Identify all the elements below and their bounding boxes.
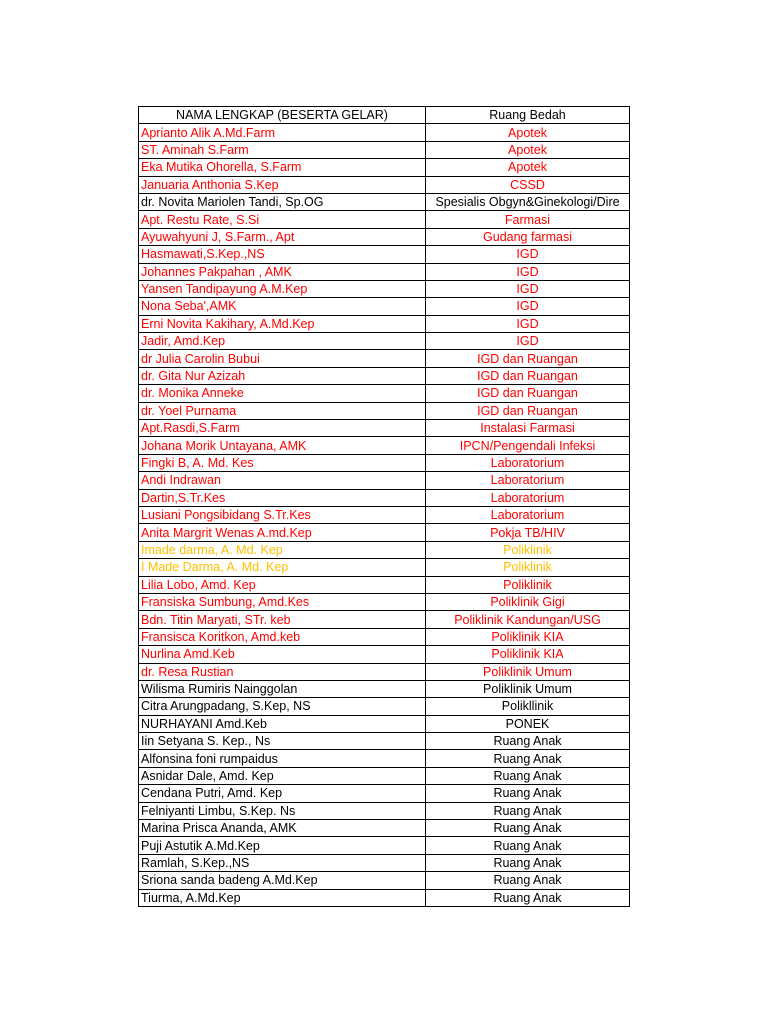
staff-name-cell: Eka Mutika Ohorella, S.Farm (139, 159, 426, 176)
unit-cell: Apotek (426, 159, 630, 176)
table-row (139, 420, 630, 437)
unit-cell: Ruang Anak (426, 854, 630, 871)
staff-name-cell: Fransisca Koritkon, Amd.keb (139, 628, 426, 645)
unit-cell: IGD dan Ruangan (426, 350, 630, 367)
table-row (139, 646, 630, 663)
staff-name-cell: Lilia Lobo, Amd. Kep (139, 576, 426, 593)
table-row (139, 524, 630, 541)
table-row (139, 124, 630, 141)
table-row (139, 593, 630, 610)
header-unit-column: Ruang Bedah (426, 107, 630, 124)
unit-cell: IGD dan Ruangan (426, 402, 630, 419)
unit-cell: Farmasi (426, 211, 630, 228)
table-row (139, 472, 630, 489)
staff-name-cell: Nona Seba',AMK (139, 298, 426, 315)
staff-name-cell: dr. Monika Anneke (139, 385, 426, 402)
staff-name-cell: Hasmawati,S.Kep.,NS (139, 246, 426, 263)
unit-cell: Laboratorium (426, 472, 630, 489)
staff-name-cell: dr Julia Carolin Bubui (139, 350, 426, 367)
table-row (139, 750, 630, 767)
table-row (139, 837, 630, 854)
table-row (139, 663, 630, 680)
unit-cell: Poliklinik Umum (426, 680, 630, 697)
staff-name-cell: Erni Novita Kakihary, A.Md.Kep (139, 315, 426, 332)
table-row (139, 333, 630, 350)
staff-name-cell: Johannes Pakpahan , AMK (139, 263, 426, 280)
table-row (139, 367, 630, 384)
unit-cell: Ruang Anak (426, 889, 630, 906)
unit-cell: Gudang farmasi (426, 228, 630, 245)
unit-cell: Poliklinik (426, 559, 630, 576)
unit-cell: Ruang Anak (426, 820, 630, 837)
staff-table (138, 106, 630, 907)
unit-cell: IGD dan Ruangan (426, 367, 630, 384)
table-row (139, 402, 630, 419)
staff-name-cell: Januaria Anthonia S.Kep (139, 176, 426, 193)
unit-cell: IGD (426, 246, 630, 263)
staff-name-cell: dr. Resa Rustian (139, 663, 426, 680)
table-row (139, 350, 630, 367)
unit-cell: Ruang Anak (426, 767, 630, 784)
table-row (139, 228, 630, 245)
unit-cell: Laboratorium (426, 506, 630, 523)
unit-cell: IGD (426, 263, 630, 280)
staff-name-cell: Yansen Tandipayung A.M.Kep (139, 280, 426, 297)
table-row (139, 263, 630, 280)
unit-cell: Laboratorium (426, 454, 630, 471)
unit-cell: Ruang Anak (426, 837, 630, 854)
table-row (139, 176, 630, 193)
staff-name-cell: Apt. Restu Rate, S.Si (139, 211, 426, 228)
unit-cell: Poliklinik (426, 541, 630, 558)
table-row (139, 802, 630, 819)
table-row (139, 576, 630, 593)
table-row (139, 506, 630, 523)
unit-cell: Poliklinik Gigi (426, 593, 630, 610)
unit-cell: Apotek (426, 124, 630, 141)
table-row (139, 854, 630, 871)
staff-name-cell: Nurlina Amd.Keb (139, 646, 426, 663)
table-row (139, 820, 630, 837)
staff-name-cell: Ayuwahyuni J, S.Farm., Apt (139, 228, 426, 245)
staff-name-cell: Jadir, Amd.Kep (139, 333, 426, 350)
unit-cell: IPCN/Pengendali Infeksi (426, 437, 630, 454)
staff-name-cell: Sriona sanda badeng A.Md.Kep (139, 872, 426, 889)
table-row (139, 141, 630, 158)
table-body (139, 124, 630, 907)
staff-name-cell: Wilisma Rumiris Nainggolan (139, 680, 426, 697)
staff-name-cell: dr. Yoel Purnama (139, 402, 426, 419)
unit-cell: CSSD (426, 176, 630, 193)
staff-name-cell: I Made Darma, A. Md. Kep (139, 559, 426, 576)
table-row (139, 872, 630, 889)
staff-name-cell: Asnidar Dale, Amd. Kep (139, 767, 426, 784)
unit-cell: Poliklinik KIA (426, 646, 630, 663)
unit-cell: Ruang Anak (426, 750, 630, 767)
staff-name-cell: NURHAYANI Amd.Keb (139, 715, 426, 732)
table-row (139, 437, 630, 454)
table-row (139, 246, 630, 263)
unit-cell: Apotek (426, 141, 630, 158)
staff-name-cell: Bdn. Titin Maryati, STr. keb (139, 611, 426, 628)
unit-cell: Pokja TB/HIV (426, 524, 630, 541)
staff-name-cell: Aprianto Alik A.Md.Farm (139, 124, 426, 141)
unit-cell: IGD dan Ruangan (426, 385, 630, 402)
table-row (139, 680, 630, 697)
unit-cell: IGD (426, 298, 630, 315)
table-row (139, 628, 630, 645)
table-row (139, 733, 630, 750)
staff-name-cell: Fransiska Sumbung, Amd.Kes (139, 593, 426, 610)
table-row (139, 489, 630, 506)
table-row (139, 159, 630, 176)
staff-name-cell: Alfonsina foni rumpaidus (139, 750, 426, 767)
unit-cell: Poliklinik (426, 576, 630, 593)
header-row (139, 107, 630, 124)
unit-cell: Poliklinik Umum (426, 663, 630, 680)
unit-cell: Ruang Anak (426, 733, 630, 750)
staff-name-cell: Puji Astutik A.Md.Kep (139, 837, 426, 854)
staff-name-cell: Imade darma, A. Md. Kep (139, 541, 426, 558)
staff-name-cell: Iin Setyana S. Kep., Ns (139, 733, 426, 750)
staff-name-cell: Johana Morik Untayana, AMK (139, 437, 426, 454)
staff-name-cell: Ramlah, S.Kep.,NS (139, 854, 426, 871)
unit-cell: Poliklinik KIA (426, 628, 630, 645)
table-row (139, 698, 630, 715)
staff-name-cell: Tiurma, A.Md.Kep (139, 889, 426, 906)
unit-cell: IGD (426, 333, 630, 350)
staff-name-cell: Andi Indrawan (139, 472, 426, 489)
unit-cell: Spesialis Obgyn&Ginekologi/Dire (426, 193, 630, 210)
table-row (139, 785, 630, 802)
staff-name-cell: Fingki B, A. Md. Kes (139, 454, 426, 471)
staff-name-cell: Marina Prisca Ananda, AMK (139, 820, 426, 837)
staff-name-cell: Dartin,S.Tr.Kes (139, 489, 426, 506)
staff-name-cell: dr. Gita Nur Azizah (139, 367, 426, 384)
header-name-column: NAMA LENGKAP (BESERTA GELAR) (139, 107, 426, 124)
table-row (139, 611, 630, 628)
unit-cell: Polikllinik (426, 698, 630, 715)
staff-name-cell: Citra Arungpadang, S.Kep, NS (139, 698, 426, 715)
unit-cell: Ruang Anak (426, 872, 630, 889)
staff-name-cell: Felniyanti Limbu, S.Kep. Ns (139, 802, 426, 819)
unit-cell: Poliklinik Kandungan/USG (426, 611, 630, 628)
staff-name-cell: Anita Margrit Wenas A.md.Kep (139, 524, 426, 541)
unit-cell: IGD (426, 315, 630, 332)
table-row (139, 767, 630, 784)
table-row (139, 280, 630, 297)
table-row (139, 298, 630, 315)
unit-cell: IGD (426, 280, 630, 297)
table-row (139, 559, 630, 576)
unit-cell: Ruang Anak (426, 785, 630, 802)
staff-name-cell: ST. Aminah S.Farm (139, 141, 426, 158)
unit-cell: Instalasi Farmasi (426, 420, 630, 437)
table-row (139, 193, 630, 210)
staff-name-cell: Cendana Putri, Amd. Kep (139, 785, 426, 802)
staff-name-cell: Apt.Rasdi,S.Farm (139, 420, 426, 437)
table-row (139, 889, 630, 906)
staff-name-cell: dr. Novita Mariolen Tandi, Sp.OG (139, 193, 426, 210)
unit-cell: Laboratorium (426, 489, 630, 506)
table-row (139, 541, 630, 558)
table-row (139, 315, 630, 332)
unit-cell: PONEK (426, 715, 630, 732)
table-row (139, 454, 630, 471)
table-row (139, 211, 630, 228)
table-row (139, 715, 630, 732)
staff-name-cell: Lusiani Pongsibidang S.Tr.Kes (139, 506, 426, 523)
unit-cell: Ruang Anak (426, 802, 630, 819)
table-row (139, 385, 630, 402)
